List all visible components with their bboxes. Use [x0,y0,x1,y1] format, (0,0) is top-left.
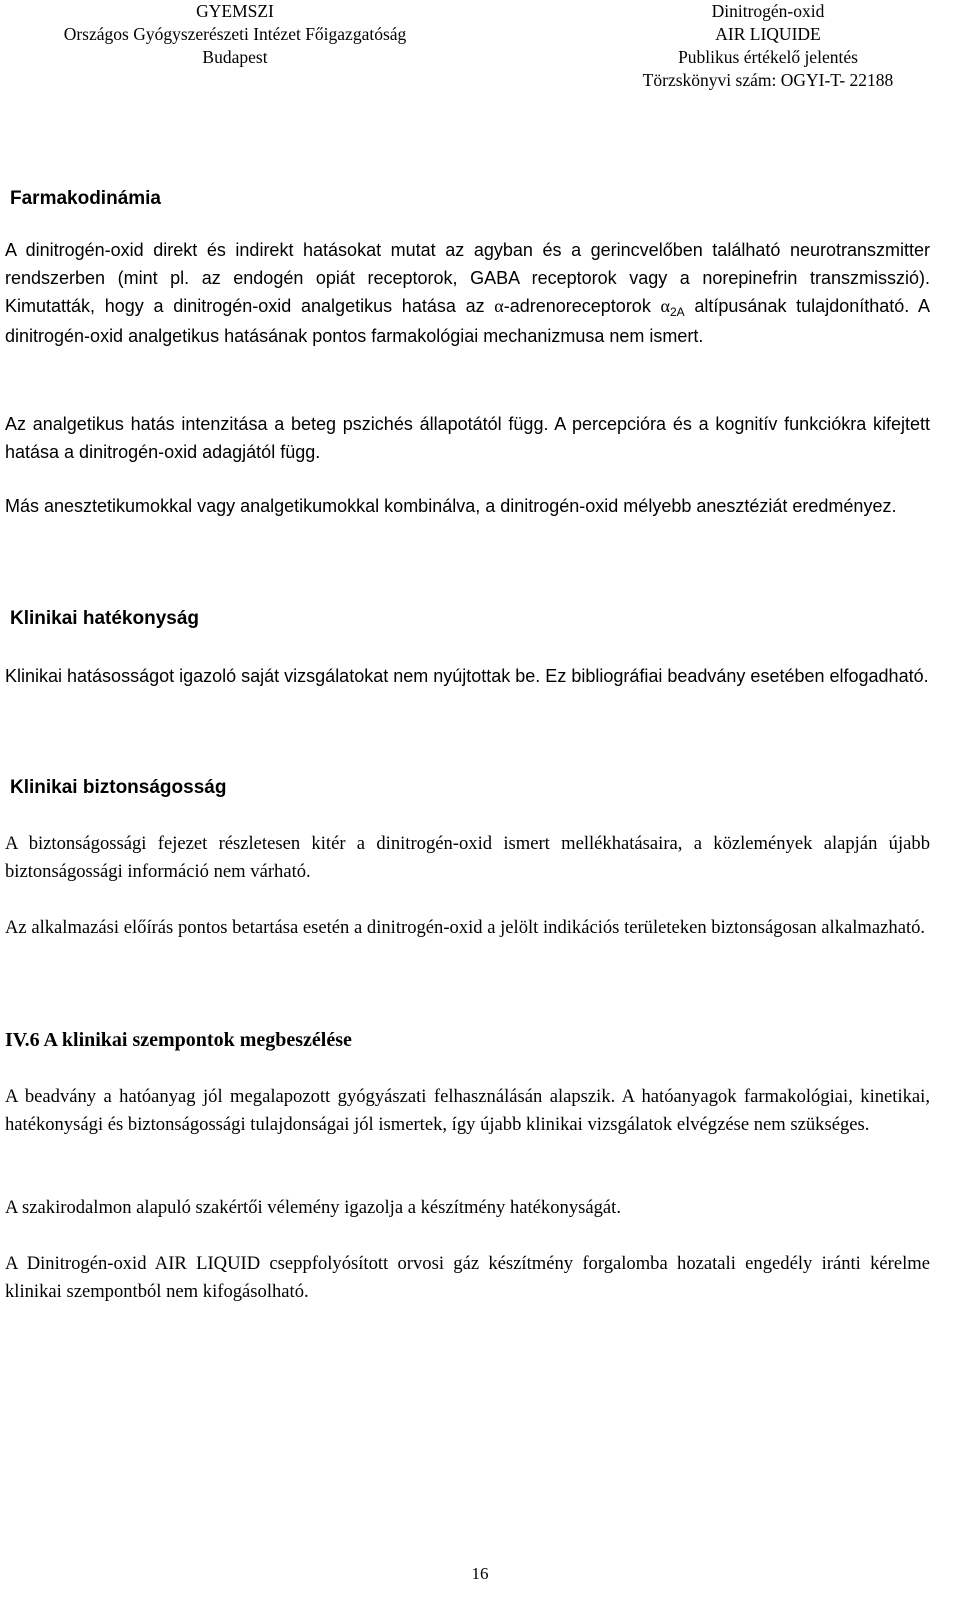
efficacy-paragraph-1: Klinikai hatásosságot igazoló saját vizsgálatokat nem nyújtottak be. Ez bibliográfiai beadvány esetében elfogadható. [5,666,929,686]
alpha-symbol: α [494,296,504,316]
header-city: Budapest [202,47,268,67]
pharmacodynamics-paragraph-2: Az analgetikus hatás intenzitása a beteg pszichés állapotától függ. A percepcióra és a kognitív funkciókra kifejtett hatása a dinitrogén-oxid adagjától függ. [5,414,930,462]
section-title-efficacy: Klinikai hatékonyság [10,608,200,629]
section-title-pharmacodynamics: Farmakodinámia [10,188,161,209]
header-left [0,0,470,69]
pharmacodynamics-paragraph-3: Más anesztetikumokkal vagy analgetikumokkal kombinálva, a dinitrogén-oxid mélyebb anesztéziát eredményez. [5,496,897,516]
header-report-type: Publikus értékelő jelentés [678,47,858,67]
discussion-paragraph-3: A Dinitrogén-oxid AIR LIQUID cseppfolyósított orvosi gáz készítmény forgalomba hozatali engedély iránti kérelme klinikai szempontból nem kifogásolható. [5,1253,930,1302]
discussion-paragraph-1: A beadvány a hatóanyag jól megalapozott gyógyászati felhasználásán alapszik. A hatóanyagok farmakológiai, kinetikai, hatékonysági és biztonságossági tulajdonságai jól ismertek, így újabb klinikai vizsgálatok elvégzése nem szükséges. [5,1086,930,1135]
pharmacodynamics-paragraph-1: A dinitrogén-oxid direkt és indirekt hatásokat mutat az agyban és a gerincvelőben található neurotranszmitter rendszerben (mint pl. az endogén opiát receptorok, GABA receptorok vagy a norepinefrin transzmisszió). Kimutatták, hogy a dinitrogén-oxid analgetikus hatása az α-adrenoreceptorok $\alpha_{2A}$ altípusának tulajdonítható. A dinitrogén-oxid analgetikus hatásának pontos farmakológiai mechanizmusa nem ismert. [5,240,930,346]
page-number: 16 [471,1564,489,1583]
safety-paragraph-1: A biztonságossági fejezet részletesen kitér a dinitrogén-oxid ismert mellékhatásaira, a közlemények alapján újabb biztonságossági információ nem várható. [5,833,930,882]
header-agency-short: GYEMSZI [196,1,274,21]
alpha-subscript: 2A [669,305,685,319]
header-product: Dinitrogén-oxid [711,1,825,21]
discussion-paragraph-2: A szakirodalmon alapuló szakértői vélemény igazolja a készítmény hatékonyságát. [5,1197,621,1218]
safety-paragraph-2: Az alkalmazási előírás pontos betartása esetén a dinitrogén-oxid a jelölt indikációs területeken biztonságosan alkalmazható. [5,917,926,938]
section-title-discussion: IV.6 A klinikai szempontok megbeszélése [5,1029,352,1051]
header-company: AIR LIQUIDE [715,24,821,44]
section-title-safety: Klinikai biztonságosság [10,777,227,798]
header-right [598,0,938,92]
alpha-symbol: α [660,296,670,316]
header-agency-full: Országos Gyógyszerészeti Intézet Főigazgatóság [63,24,407,44]
header-registration: Törzskönyvi szám: OGYI-T- 22188 [642,70,894,90]
